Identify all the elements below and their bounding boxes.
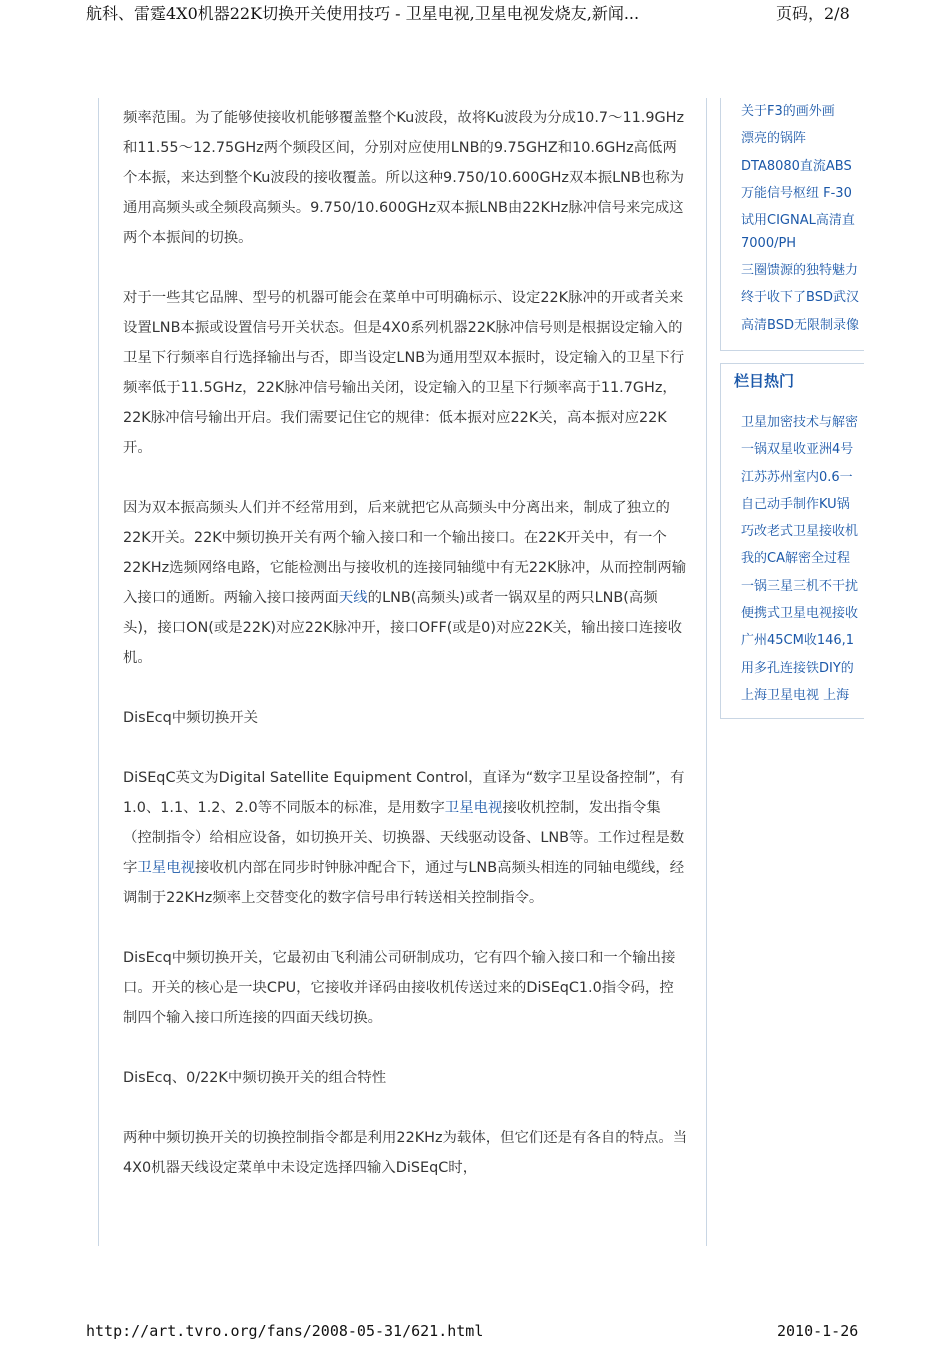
article-paragraph-1: 频率范围。为了能够使接收机能够覆盖整个Ku波段，故将Ku波段为分成10.7～11.9GHz和11.55～12.75GHz两个频段区间，分别对应使用LNB的9.75GHZ和10.6GHz高低两个本振，来达到整个Ku波段的接收覆盖。所以这种9.750/10.600GHz双本振LNB也称为通用高频头或全频段高频头。9.750/10.600GHz双本振LNB由22KHz脉冲信号来完成这两个本振间的切换。 [123,110,685,246]
article-paragraph-5 [123,763,688,913]
hot-article-link[interactable]: 上海卫星电视 上海 [741,687,850,703]
section-heading-combination: DisEcq、0/22K中频切换开关的组合特性 [123,1070,387,1086]
hot-article-link[interactable]: 一锅双星收亚洲4号 [741,442,854,458]
hot-article-link[interactable]: 用多孔连接铁DIY的 [741,660,854,676]
hot-articles-title: 栏目热门 [734,372,795,390]
article-text: 接收机控制，发出指令集（控制指令）给相应设备，如切换开关、切换器、天线驱动设备、LNB等。工作过程是数字 [123,800,685,876]
hot-article-link[interactable]: 卫星加密技术与解密 [741,415,859,430]
related-article-link[interactable]: 三圈馈源的独特魅力 [741,263,859,279]
hot-article-link[interactable]: 我的CA解密全过程 [741,551,850,567]
section-heading-diseqc: DisEcq中频切换开关 [123,710,259,726]
hot-articles-box [720,363,864,719]
footer-date: 2010-1-26 [777,1322,859,1340]
article-text: DiSEqC英文为Digital Satellite Equipment Control，直译为“数字卫星设备控制”，有1.0、1.1、1.2、2.0等不同版本的标准，是用数字 [123,770,685,816]
article-paragraph-8: 两种中频切换开关的切换控制指令都是利用22KHz为载体，但它们还是有各自的特点。当4X0机器天线设定菜单中未设定选择四输入DiSEqC时， [123,1130,688,1176]
antenna-link[interactable]: 天线 [338,590,368,606]
hot-article-link[interactable]: 一锅三星三机不干扰 [741,578,859,594]
satellite-tv-link[interactable]: 卫星电视 [137,860,195,876]
article-text: 的LNB(高频头)或者一锅双星的两只LNB(高频头)，接口ON(或是22K)对应22K脉冲开，接口OFF(或是0)对应22K关，输出接口连接收机。 [123,590,682,666]
related-article-link[interactable]: 试用CIGNAL高清直 7000/PH [741,213,855,252]
hot-articles-list [721,398,864,709]
article-paragraph-3 [123,493,688,673]
article-text: 因为双本振高频头人们并不经常用到，后来就把它从高频头中分离出来，制成了独立的22K开关。22K中频切换开关有两个输入接口和一个输出接口。在22K开关中，有一个22KHz选频网络电路，它能检测出与接收机的连接同轴缆中有无22K脉冲，从而控制两输入接口的通断。两输入接口接两面 [123,500,687,606]
related-article-link[interactable]: 万能信号枢纽 F-30 [741,185,852,201]
left-divider [98,98,99,1246]
article-paragraph-2: 对于一些其它品牌、型号的机器可能会在菜单中可明确标示、设定22K脉冲的开或者关来设置LNB本振或设置信号开关状态。但是4X0系列机器22K脉冲信号则是根据设定输入的卫星下行频率自行选择输出与否，即当设定LNB为通用型双本振时，设定输入的卫星下行频率低于11.5GHz，22K脉冲信号输出关闭，设定输入的卫星下行频率高于11.7GHz，22K脉冲信号输出开启。我们需要记住它的规律：低本振对应22K关，高本振对应22K开。 [123,290,685,456]
related-article-link[interactable]: 漂亮的锅阵 [741,131,807,147]
hot-article-link[interactable]: 广州45CM收146,1 [741,633,855,649]
right-divider [706,98,707,1246]
related-article-link[interactable]: DTA8080直流ABS [741,158,852,174]
page-number: 页码，2/8 [776,4,850,23]
satellite-tv-link[interactable]: 卫星电视 [444,800,503,816]
related-articles-box [720,98,864,351]
hot-article-link[interactable]: 江苏苏州室内0.6一 [741,469,853,485]
article-body [123,103,688,1213]
article-text: 接收机内部在同步时钟脉冲配合下，通过与LNB高频头相连的同轴电缆线，经调制于22KHz频率上交替变化的数字信号串行转送相关控制指令。 [123,860,685,906]
page-header-title: 航科、雷霆4X0机器22K切换开关使用技巧 - 卫星电视,卫星电视发烧友,新闻... [86,4,640,23]
footer-url: http://art.tvro.org/fans/2008-05-31/621.html [86,1322,484,1340]
article-paragraph-6: DisEcq中频切换开关，它最初由飞利浦公司研制成功，它有四个输入接口和一个输出接口。开关的核心是一块CPU，它接收并译码由接收机传送过来的DiSEqC1.0指令码，控制四个输入接口所连接的四面天线切换。 [123,950,676,1026]
related-article-link[interactable]: 高清BSD无限制录像 [741,317,859,333]
hot-article-link[interactable]: 自己动手制作KU锅 [741,496,850,512]
related-articles-list [721,98,864,339]
related-article-link[interactable]: 终于收下了BSD武汉 [741,290,859,306]
related-article-link[interactable]: 关于F3的画外画 [741,104,835,119]
hot-article-link[interactable]: 巧改老式卫星接收机 [741,524,859,540]
hot-article-link[interactable]: 便携式卫星电视接收 [741,606,859,622]
